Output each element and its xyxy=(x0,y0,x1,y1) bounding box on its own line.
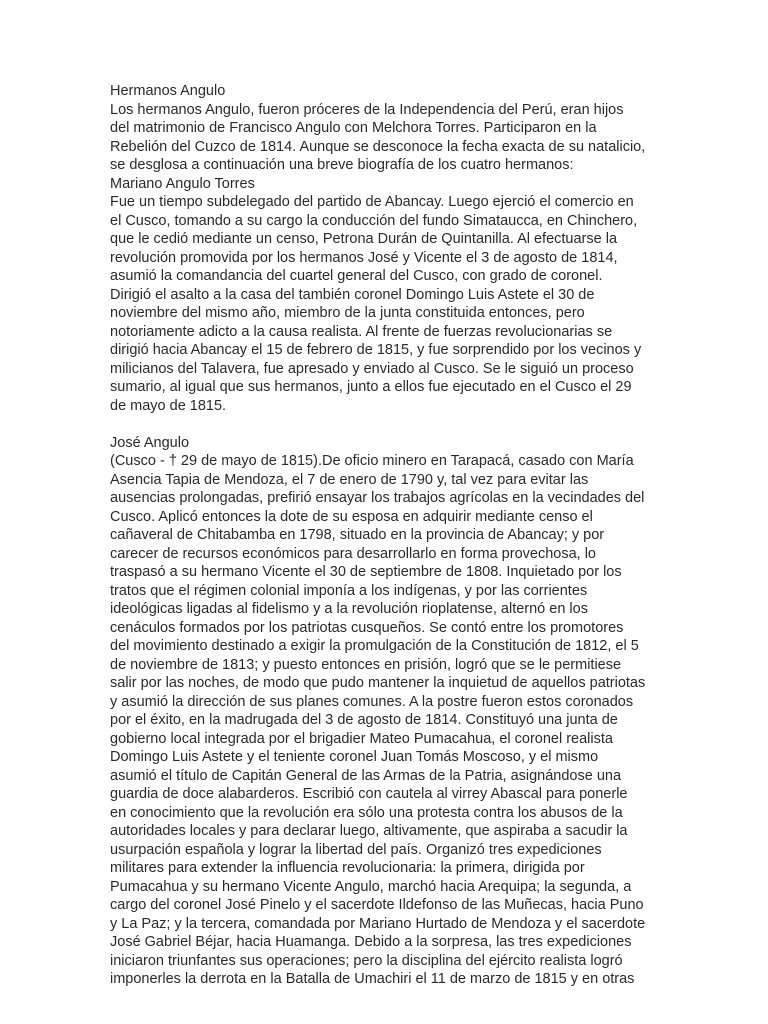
paragraph-line: del movimiento destinado a exigir la promulgación de la Constitución de 1812, el 5 xyxy=(110,638,639,654)
document-title: Hermanos Angulo xyxy=(110,83,226,99)
paragraph-line: asumió el título de Capitán General de las Armas de la Patria, asignándose una xyxy=(110,767,622,784)
jose-paragraph xyxy=(110,452,760,989)
paragraph-line: cargo del coronel José Pinelo y el sacerdote Ildefonso de las Muñecas, hacia Puno xyxy=(110,897,644,913)
paragraph-line: sumario, al igual que sus hermanos, junto a ellos fue ejecutado en el Cusco el 29 xyxy=(110,379,632,395)
paragraph-line: guardia de doce alabarderos. Escribió con cautela al virrey Abascal para ponerle xyxy=(110,786,628,802)
paragraph-line: y La Paz; y la tercera, comandada por Mariano Hurtado de Mendoza y el sacerdote xyxy=(110,915,646,932)
paragraph-line: Pumacahua y su hermano Vicente Angulo, marchó hacia Arequipa; la segunda, a xyxy=(110,878,632,895)
section-heading-jose: José Angulo xyxy=(110,434,190,451)
paragraph-line: iniciaron triunfantes sus operaciones; pero la disciplina del ejército realista logró xyxy=(110,952,623,969)
paragraph-line: y asumió la dirección de sus planes comunes. A la postre fueron estos coronados xyxy=(110,693,634,710)
paragraph-line: cañaveral de Chitabamba en 1798, situado en la provincia de Abancay; y por xyxy=(110,527,605,543)
intro-line: Los hermanos Angulo, fueron próceres de la Independencia del Perú, eran hijos xyxy=(110,101,624,118)
intro-line: Rebelión del Cuzco de 1814. Aunque se desconoce la fecha exacta de su natalicio, xyxy=(110,138,646,155)
paragraph-line: notoriamente adicto a la causa realista. Al frente de fuerzas revolucionarias se xyxy=(110,323,613,340)
paragraph-line: cenáculos formados por los patriotas cusqueños. Se contó entre los promotores xyxy=(110,619,624,636)
paragraph-line: usurpación española y lograr la libertad del país. Organizó tres expediciones xyxy=(110,841,602,858)
paragraph-line: milicianos del Talavera, fue apresado y enviado al Cusco. Se le siguió un proceso xyxy=(110,360,634,377)
paragraph-line: noviembre del mismo año, miembro de la junta constituida entonces, pero xyxy=(110,305,585,321)
paragraph-line: asumió la comandancia del cuartel general del Cusco, con grado de coronel. xyxy=(110,268,603,284)
paragraph-line: salir por las noches, de modo que pudo mantener la inquietud de aquellos patriotas xyxy=(110,675,646,691)
paragraph-line: tratos que el régimen colonial imponía a los indígenas, y por las corrientes xyxy=(110,582,588,599)
paragraph-line: gobierno local integrada por el brigadier Mateo Pumacahua, el coronel realista xyxy=(110,730,613,747)
paragraph-line: dirigió hacia Abancay el 15 de febrero de 1815, y fue sorprendido por los vecinos y xyxy=(110,342,642,358)
paragraph-line: revolución promovida por los hermanos José y Vicente el 3 de agosto de 1814, xyxy=(110,249,618,266)
paragraph-line: Asencia Tapia de Mendoza, el 7 de enero de 1790 y, tal vez para evitar las xyxy=(110,471,589,488)
intro-line: se desglosa a continuación una breve biografía de los cuatro hermanos: xyxy=(110,157,574,173)
paragraph-spacer xyxy=(110,415,760,434)
paragraph-line: imponerles la derrota en la Batalla de Umachiri el 11 de marzo de 1815 y en otras xyxy=(110,971,635,987)
paragraph-line: de noviembre de 1813; y puesto entonces en prisión, logró que se le permitiese xyxy=(110,656,622,673)
paragraph-line: en conocimiento que la revolución era sólo una protesta contra los abusos de la xyxy=(110,804,623,821)
mariano-paragraph xyxy=(110,193,760,415)
paragraph-line: traspasó a su hermano Vicente el 30 de septiembre de 1808. Inquietado por los xyxy=(110,564,622,580)
paragraph-line: de mayo de 1815. xyxy=(110,397,227,414)
paragraph-line: Fue un tiempo subdelegado del partido de Abancay. Luego ejerció el comercio en xyxy=(110,194,634,210)
paragraph-line: ausencias prolongadas, prefirió ensayar los trabajos agrícolas en la vecindades del xyxy=(110,490,645,506)
paragraph-line: militares para extender la influencia revolucionaria: la primera, dirigida por xyxy=(110,860,585,876)
paragraph-line: Dirigió el asalto a la casa del también coronel Domingo Luis Astete el 30 de xyxy=(110,286,595,303)
paragraph-line: ideológicas ligadas al fidelismo y a la revolución rioplatense, alternó en los xyxy=(110,601,588,617)
document-page xyxy=(110,82,760,989)
paragraph-line: (Cusco - † 29 de mayo de 1815).De oficio minero en Tarapacá, casado con María xyxy=(110,453,634,469)
paragraph-line: carecer de recursos económicos para desarrollarlo en forma provechosa, lo xyxy=(110,545,596,562)
intro-line: del matrimonio de Francisco Angulo con Melchora Torres. Participaron en la xyxy=(110,120,597,136)
intro-paragraph xyxy=(110,101,760,175)
paragraph-line: por el éxito, en la madrugada del 3 de agosto de 1814. Constituyó una junta de xyxy=(110,712,618,728)
paragraph-line: autoridades locales y para declarar luego, altivamente, que aspiraba a sacudir la xyxy=(110,823,628,839)
paragraph-line: José Gabriel Béjar, hacia Huamanga. Debido a la sorpresa, las tres expediciones xyxy=(110,934,632,950)
paragraph-line: Domingo Luis Astete y el teniente coronel Juan Tomás Moscoso, y el mismo xyxy=(110,749,599,765)
paragraph-line: Cusco. Aplicó entonces la dote de su esposa en adquirir mediante censo el xyxy=(110,508,593,525)
paragraph-line: que le cedió mediante un censo, Petrona Durán de Quintanilla. Al efectuarse la xyxy=(110,231,618,247)
paragraph-line: el Cusco, tomando a su cargo la conducción del fundo Simataucca, en Chinchero, xyxy=(110,212,638,229)
section-heading-mariano: Mariano Angulo Torres xyxy=(110,175,255,192)
